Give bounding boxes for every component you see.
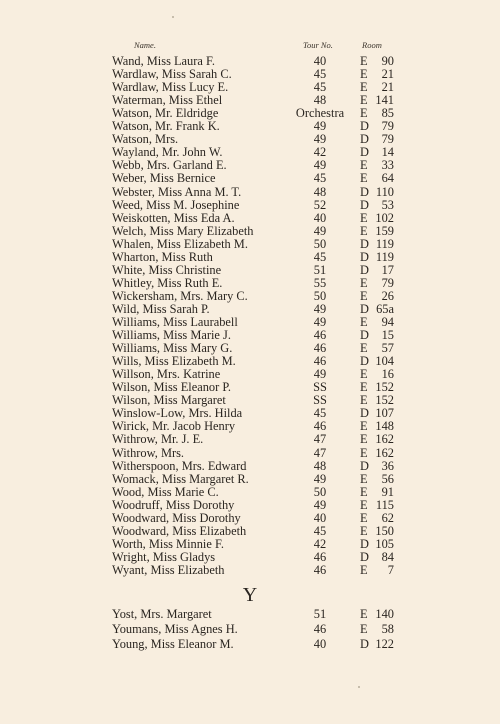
passenger-name: Weiskotten, Miss Eda A.	[112, 210, 235, 225]
column-headers	[0, 40, 500, 54]
room-letter: D	[360, 637, 369, 651]
room-number: 57	[381, 341, 394, 356]
passenger-name: Watson, Mr. Eldridge	[112, 106, 219, 121]
room-letter: E	[360, 158, 368, 173]
table-row	[0, 563, 500, 578]
passenger-name: Woodward, Miss Dorothy	[112, 510, 241, 525]
tour-number: 46	[313, 549, 327, 564]
passenger-name: Youmans, Miss Agnes H.	[112, 622, 238, 636]
passenger-name: Winslow-Low, Mrs. Hilda	[112, 406, 243, 421]
tour-number: 46	[313, 328, 327, 343]
room-number: 21	[381, 80, 394, 95]
room-letter: E	[360, 445, 368, 460]
passenger-name: Wyant, Miss Elizabeth	[112, 562, 225, 577]
room-letter: E	[360, 393, 368, 408]
tour-number: 49	[313, 315, 327, 329]
passenger-name: Withrow, Mrs.	[112, 445, 185, 460]
room-number: 102	[375, 210, 394, 225]
room-number: 159	[375, 223, 394, 238]
room-number: 21	[381, 67, 394, 82]
room-letter: E	[360, 471, 368, 486]
room-letter: E	[360, 367, 368, 382]
tour-number: 40	[313, 637, 327, 651]
passenger-name: Wilson, Miss Margaret	[112, 393, 226, 408]
tour-number: 45	[313, 406, 327, 421]
room-number: 33	[381, 158, 394, 173]
table-row	[0, 622, 500, 637]
tour-number: 49	[313, 158, 327, 173]
room-number: 152	[375, 393, 394, 408]
passenger-name: Wharton, Miss Ruth	[112, 249, 213, 264]
tour-number: 48	[313, 184, 327, 199]
room-number: 90	[381, 54, 394, 68]
room-number: 14	[381, 145, 394, 160]
room-letter: D	[360, 249, 369, 264]
room-number: 107	[375, 406, 394, 421]
tour-number: 40	[313, 210, 327, 225]
room-number: 105	[375, 536, 394, 551]
room-number: 84	[381, 549, 394, 564]
tour-number: 46	[313, 341, 327, 356]
room-letter: E	[360, 497, 368, 512]
passenger-name: Worth, Miss Minnie F.	[112, 536, 224, 551]
room-number: 62	[381, 510, 394, 525]
passenger-name: Wickersham, Mrs. Mary C.	[112, 288, 248, 303]
passenger-name: Williams, Miss Laurabell	[112, 315, 238, 329]
room-letter: E	[360, 288, 368, 303]
room-letter: D	[360, 549, 369, 564]
room-number: 79	[381, 275, 394, 290]
room-letter: E	[360, 223, 368, 238]
passenger-name: Wilson, Miss Eleanor P.	[112, 380, 231, 395]
room-letter: E	[360, 315, 368, 329]
passenger-name: Willson, Mrs. Katrine	[112, 367, 221, 382]
room-number: 115	[375, 497, 394, 512]
passenger-name: Wayland, Mr. John W.	[112, 145, 223, 160]
passenger-name: Williams, Miss Mary G.	[112, 341, 233, 356]
passenger-name: Withrow, Mr. J. E.	[112, 432, 204, 447]
passenger-name: Weber, Miss Bernice	[112, 171, 216, 186]
room-letter: D	[360, 262, 369, 277]
passenger-name: Weed, Miss M. Josephine	[112, 197, 240, 212]
tour-number: 42	[313, 536, 327, 551]
room-number: 64	[381, 171, 394, 186]
tour-number: 51	[313, 262, 327, 277]
room-letter: E	[360, 432, 368, 447]
header-tour-no: Tour No.	[303, 40, 333, 50]
room-number: 36	[381, 458, 394, 473]
room-letter: E	[360, 380, 368, 395]
room-letter: D	[360, 132, 369, 147]
tour-number: 45	[313, 80, 327, 95]
tour-number: 45	[313, 171, 327, 186]
tour-number: 46	[313, 562, 327, 577]
room-letter: D	[360, 406, 369, 421]
room-number: 122	[375, 637, 394, 651]
passenger-name: Whitley, Miss Ruth E.	[112, 275, 223, 290]
room-letter: E	[360, 562, 368, 577]
passenger-name: Young, Miss Eleanor M.	[112, 637, 234, 651]
tour-number: 40	[313, 510, 327, 525]
table-row	[0, 637, 500, 652]
passenger-name: Wirick, Mr. Jacob Henry	[112, 419, 236, 434]
tour-number: 49	[313, 132, 327, 147]
room-letter: E	[360, 106, 368, 121]
room-number: 140	[375, 607, 394, 621]
room-number: 16	[381, 367, 394, 382]
room-number: 17	[381, 262, 394, 277]
section-letter-y: Y	[242, 584, 258, 606]
room-number: 65a	[376, 301, 394, 316]
tour-number: 49	[313, 471, 327, 486]
room-letter: E	[360, 607, 368, 621]
room-number: 119	[375, 236, 394, 251]
tour-number: 49	[313, 497, 327, 512]
tour-number: 49	[313, 119, 327, 134]
tour-number: 49	[313, 223, 327, 238]
tour-number: 47	[313, 445, 327, 460]
room-letter: E	[360, 275, 368, 290]
room-letter: E	[360, 341, 368, 356]
room-letter: D	[360, 236, 369, 251]
room-letter: D	[360, 301, 369, 316]
tour-number: SS	[313, 380, 327, 395]
passenger-name: Webster, Miss Anna M. T.	[112, 184, 242, 199]
passenger-name: Wood, Miss Marie C.	[112, 484, 219, 499]
passenger-name: Wills, Miss Elizabeth M.	[112, 354, 236, 369]
passenger-name: Williams, Miss Marie J.	[112, 328, 231, 343]
tour-number: 50	[313, 288, 327, 303]
passenger-name: Wardlaw, Miss Lucy E.	[112, 80, 229, 95]
tour-number: 50	[313, 484, 327, 499]
tour-number: 52	[313, 197, 327, 212]
passenger-name: White, Miss Christine	[112, 262, 222, 277]
tour-number: 49	[313, 367, 327, 382]
room-letter: E	[360, 523, 368, 538]
tour-number: 49	[313, 301, 327, 316]
passenger-name: Welch, Miss Mary Elizabeth	[112, 223, 254, 238]
tour-number: 42	[313, 145, 327, 160]
room-number: 110	[375, 184, 394, 199]
room-letter: D	[360, 184, 369, 199]
room-number: 119	[375, 249, 394, 264]
tour-number: 45	[313, 249, 327, 264]
tour-number: 46	[313, 419, 327, 434]
room-letter: E	[360, 171, 368, 186]
tour-number: 47	[313, 432, 327, 447]
room-letter: E	[360, 210, 368, 225]
tour-number: 55	[313, 275, 327, 290]
passenger-name: Wardlaw, Miss Sarah C.	[112, 67, 232, 82]
room-number: 141	[375, 93, 394, 108]
room-number: 85	[381, 106, 394, 121]
tour-number: 45	[313, 67, 327, 82]
passenger-name: Womack, Miss Margaret R.	[112, 471, 249, 486]
header-room: Room	[362, 40, 382, 50]
room-number: 15	[381, 328, 394, 343]
header-name: Name.	[134, 40, 156, 50]
room-number: 91	[381, 484, 394, 499]
passenger-name: Watson, Mr. Frank K.	[112, 119, 220, 134]
room-number: 150	[375, 523, 394, 538]
room-letter: D	[360, 328, 369, 343]
tour-number: 46	[313, 354, 327, 369]
room-letter: D	[360, 536, 369, 551]
room-number: 152	[375, 380, 394, 395]
passenger-name: Webb, Mrs. Garland E.	[112, 158, 227, 173]
room-letter: D	[360, 119, 369, 134]
room-letter: E	[360, 510, 368, 525]
room-number: 26	[381, 288, 394, 303]
tour-number: 51	[313, 607, 327, 621]
tour-number: Orchestra	[295, 106, 345, 121]
passenger-name: Whalen, Miss Elizabeth M.	[112, 236, 248, 251]
room-letter: D	[360, 197, 369, 212]
paper-speck	[358, 686, 360, 688]
room-letter: D	[360, 458, 369, 473]
passenger-name: Wright, Miss Gladys	[112, 549, 216, 564]
room-letter: E	[360, 54, 368, 68]
room-letter: E	[360, 67, 368, 82]
room-number: 162	[375, 445, 394, 460]
passenger-name: Waterman, Miss Ethel	[112, 93, 223, 108]
room-number: 148	[375, 419, 394, 434]
paper-speck	[172, 16, 174, 18]
passenger-name: Witherspoon, Mrs. Edward	[112, 458, 247, 473]
room-letter: E	[360, 622, 368, 636]
room-letter: D	[360, 145, 369, 160]
table-row	[0, 607, 500, 622]
room-number: 79	[381, 119, 394, 134]
tour-number: 50	[313, 236, 327, 251]
tour-number: 46	[313, 622, 327, 636]
room-letter: E	[360, 80, 368, 95]
room-letter: D	[360, 354, 369, 369]
room-number: 94	[381, 315, 394, 329]
room-letter: E	[360, 484, 368, 499]
passenger-name: Woodruff, Miss Dorothy	[112, 497, 235, 512]
tour-number: SS	[313, 393, 327, 408]
room-number: 79	[381, 132, 394, 147]
passenger-name: Wild, Miss Sarah P.	[112, 301, 210, 316]
passenger-name: Wand, Miss Laura F.	[112, 54, 215, 68]
tour-number: 48	[313, 93, 327, 108]
room-letter: E	[360, 93, 368, 108]
passenger-name: Watson, Mrs.	[112, 132, 179, 147]
room-number: 58	[381, 622, 394, 636]
room-number: 7	[387, 562, 394, 577]
room-number: 162	[375, 432, 394, 447]
room-number: 56	[381, 471, 394, 486]
room-number: 53	[381, 197, 394, 212]
tour-number: 40	[313, 54, 327, 68]
tour-number: 48	[313, 458, 327, 473]
room-number: 104	[375, 354, 394, 369]
room-letter: E	[360, 419, 368, 434]
tour-number: 45	[313, 523, 327, 538]
passenger-name: Yost, Mrs. Margaret	[112, 607, 212, 621]
passenger-name: Woodward, Miss Elizabeth	[112, 523, 247, 538]
